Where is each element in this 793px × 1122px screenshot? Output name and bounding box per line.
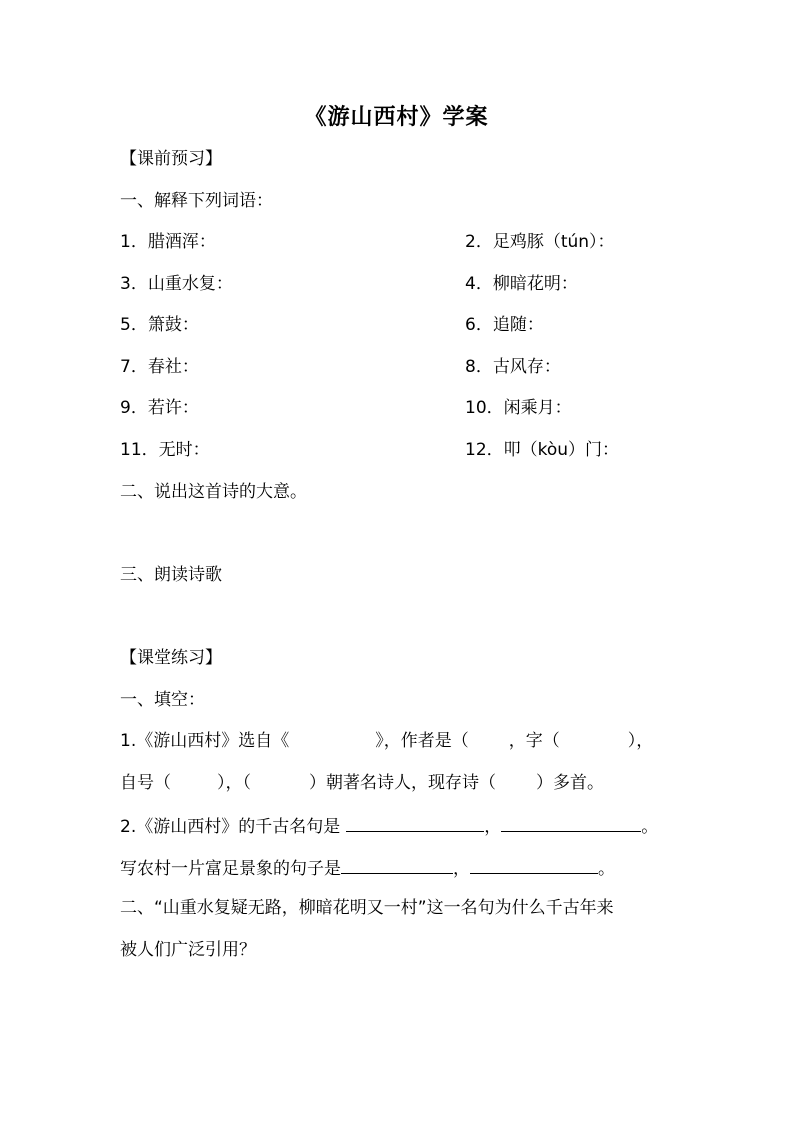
question-3: 三、朗读诗歌 bbox=[120, 565, 222, 585]
term-text: 柳暗花明： bbox=[492, 274, 578, 294]
term-item-8 bbox=[465, 355, 561, 379]
page-title: 《游山西村》学案 bbox=[304, 104, 489, 130]
term-item-7 bbox=[120, 355, 199, 379]
practice-question-2-line-1: 二、“山重水复疑无路，柳暗花明又一村”这一名句为什么千古年来 bbox=[120, 898, 614, 918]
term-number: 2． bbox=[465, 232, 493, 252]
term-item-5 bbox=[120, 313, 199, 337]
term-number: 3． bbox=[120, 274, 148, 294]
term-text: 春社： bbox=[147, 357, 199, 377]
term-text: 箫鼓： bbox=[147, 315, 199, 335]
term-number: 9． bbox=[120, 398, 148, 418]
term-item-1 bbox=[120, 230, 216, 254]
term-item-6 bbox=[465, 313, 544, 337]
term-item-10 bbox=[465, 396, 572, 420]
fill-question-2-line-1: 2.《游山西村》的千古名句是 ， 。 bbox=[120, 813, 658, 839]
term-item-11 bbox=[120, 438, 210, 462]
blank-rich-scene-1[interactable] bbox=[341, 855, 453, 874]
term-text: 山重水复： bbox=[147, 274, 233, 294]
term-number: 1． bbox=[120, 232, 148, 252]
fill-heading: 一、填空： bbox=[120, 690, 205, 710]
term-number: 6． bbox=[465, 315, 493, 335]
term-text: 古风存： bbox=[492, 357, 561, 377]
blank-famous-line-2[interactable] bbox=[501, 813, 641, 832]
term-text: 足鸡豚（tún）： bbox=[492, 232, 615, 252]
term-item-12 bbox=[465, 438, 619, 462]
term-number: 4． bbox=[465, 274, 493, 294]
blank-famous-line-1[interactable] bbox=[346, 813, 484, 832]
term-text: 叩（kòu）门： bbox=[503, 440, 620, 460]
term-text: 无时： bbox=[158, 440, 210, 460]
practice-question-2-line-2: 被人们广泛引用？ bbox=[120, 940, 256, 960]
term-text: 闲乘月： bbox=[503, 398, 572, 418]
section-heading-practice: 【课堂练习】 bbox=[120, 648, 222, 668]
term-text: 若许： bbox=[147, 398, 199, 418]
question-1-heading: 一、解释下列词语： bbox=[120, 191, 273, 211]
fill-question-1-line-2: 自号（ ），（ ）朝著名诗人，现存诗（ ）多首。 bbox=[120, 773, 604, 793]
term-item-9 bbox=[120, 396, 199, 420]
term-item-4 bbox=[465, 272, 578, 296]
term-number: 8． bbox=[465, 357, 493, 377]
term-number: 10． bbox=[465, 398, 504, 418]
term-number: 11． bbox=[120, 440, 159, 460]
question-2: 二、说出这首诗的大意。 bbox=[120, 482, 307, 502]
fill-question-2-line-2: 写农村一片富足景象的句子是 ， 。 bbox=[120, 855, 615, 881]
term-number: 7． bbox=[120, 357, 148, 377]
blank-rich-scene-2[interactable] bbox=[470, 855, 598, 874]
term-number: 12． bbox=[465, 440, 504, 460]
fill-question-1-line-1: 1.《游山西村》选自《 》，作者是（ ，字（ ）， bbox=[120, 731, 654, 751]
term-item-2 bbox=[465, 230, 615, 254]
term-item-3 bbox=[120, 272, 233, 296]
term-number: 5． bbox=[120, 315, 148, 335]
term-text: 腊酒浑： bbox=[147, 232, 216, 252]
term-text: 追随： bbox=[492, 315, 544, 335]
section-heading-preview: 【课前预习】 bbox=[120, 149, 222, 169]
